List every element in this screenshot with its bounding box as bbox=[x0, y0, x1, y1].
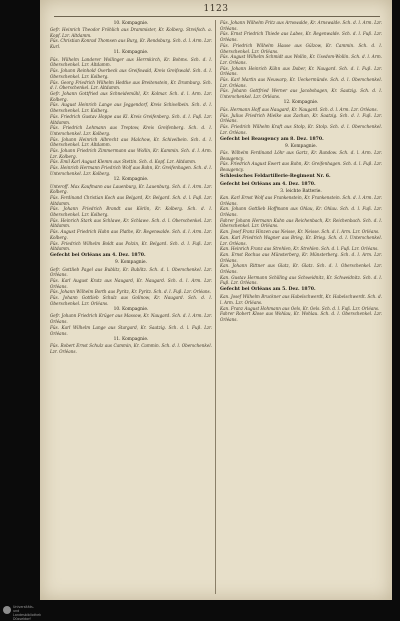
left-column-entry: Füs. Heinrich Hermann Friedrich Wolf aus Bahn, Kr. Greifenhagen. Sch. d. l. Unterschenkel. Lzr. Kolberg. bbox=[50, 165, 212, 176]
left-column-entry: Gefr. Johann Friedrich Krüger aus Massow, Kr. Naugard. Sch. d. l. Arm. Lzr. Orléans. bbox=[50, 313, 212, 324]
right-column-entry: Kan. Josef Franz Hinzen aus Neisse, Kr. Neisse. Sch. d. l. Arm. Lzr. Orléans. bbox=[220, 229, 382, 235]
left-column-entry: Füs. Christian Konrad Thomsen aus Burg, Kr. Rendsburg. Sch. d. l. Arm. Lzr. Kurl. bbox=[50, 38, 212, 49]
left-column-company-heading: 12. Kompagnie. bbox=[50, 177, 212, 183]
left-column-entry: Füs. Johann Friedrich Brandt aus Körlin, Kr. Kolberg. Sch. d. l. Oberschenkel. Lzr. Kolberg. bbox=[50, 206, 212, 217]
right-column-section-title: Schlesisches Feldartillerie-Regiment Nr. 6. bbox=[220, 174, 382, 180]
right-column-entry: Kan. Heinrich Franz aus Strehlen, Kr. Strehlen. Sch. d. l. Fuß. Lzr. Orléans. bbox=[220, 246, 382, 252]
right-column-entry: Kan. Ernst Rochus aus Münsterberg, Kr. Münsterberg. Sch. d. l. Arm. Lzr. Orléans. bbox=[220, 252, 382, 263]
left-column-entry: Füs. August Friedrich Hahn aus Plathe, Kr. Regenwalde. Sch. d. l. Arm. Lzr. Kolberg. bbox=[50, 229, 212, 240]
left-column-entry: Füs. Wilhelm Landerer Wollinger aus Herrnkirch, Kr. Bohms. Sch. d. l. Oberschenkel. Lzr. Altdamm. bbox=[50, 57, 212, 68]
library-logo-text bbox=[13, 605, 41, 621]
right-column-section-title: Gefecht bei Orléans am 5. Dez. 1870. bbox=[220, 287, 382, 293]
right-column-section-title: Gefecht bei Orléans am 4. Dez. 1870. bbox=[220, 182, 382, 188]
left-column-section-title: Gefecht bei Orléans am 4. Dez. 1870. bbox=[50, 253, 212, 259]
right-column-entry: Füs. Johann Gottfried Werner aus Jacobshagen, Kr. Saatzig. Sch. d. l. Unterschenkel. Lzr. Orléans. bbox=[220, 88, 382, 99]
right-column bbox=[220, 20, 382, 594]
left-column-entry: Füs. Ferdinand Christian Koch aus Belgard, Kr. Belgard. Sch. d. l. Fuß. Lzr. Altdamm. bbox=[50, 195, 212, 206]
left-column-entry: Füs. Heinrich Stark aus Schlawe, Kr. Schlawe. Sch. d. l. Oberschenkel. Lzr. Altdamm. bbox=[50, 218, 212, 229]
right-column-entry: Füs. Julius Friedrich Mielke aus Zachan, Kr. Saatzig. Sch. d. l. Fuß. Lzr. Orléans. bbox=[220, 113, 382, 124]
right-column-entry: Füs. Friedrich August Ewert aus Bahn, Kr. Greifenhagen. Sch. d. l. Fuß. Lzr. Beaugency. bbox=[220, 161, 382, 172]
left-column-company-heading: 11. Kompagnie. bbox=[50, 337, 212, 343]
right-column-entry: Fahrer Robert Klose aus Wohlau, Kr. Wohlau. Sch. d. l. Oberschenkel. Lzr. Orléans. bbox=[220, 311, 382, 322]
left-column-entry: Füs. Karl August Kratz aus Naugard, Kr. Naugard. Sch. d. l. Arm. Lzr. Orléans. bbox=[50, 278, 212, 289]
column-divider bbox=[215, 20, 216, 594]
right-column-entry: Füs. August Wilhelm Schmidt aus Wollin, Kr. Usedom-Wollin. Sch. d. l. Arm. Lzr. Orléans. bbox=[220, 54, 382, 65]
left-column-entry: Füs. Emil Karl August Klemm aus Stettin. Sch. d. Kopf. Lzr. Altdamm. bbox=[50, 159, 212, 165]
left-column-entry: Gefr. Johann Gottfried aus Schneidemühl, Kr. Kolmar. Sch. d. l. Arm. Lzr. Kolberg. bbox=[50, 91, 212, 102]
library-badge-icon bbox=[3, 606, 11, 614]
left-column-entry: Füs. Johann Wilhelm Borth aus Pyritz, Kr. Pyritz. Sch. d. l. Fuß. Lzr. Orléans. bbox=[50, 289, 212, 295]
right-column-entry: Füs. Friedrich Wilhelm Haase aus Gülzow, Kr. Cammin. Sch. d. l. Oberschenkel. Lzr. Orléans. bbox=[220, 43, 382, 54]
left-column-entry: Füs. August Heinrich Lange aus Jeggendorf, Kreis Schivelbein. Sch. d. l. Oberschenkel. Lzr. Kolberg. bbox=[50, 102, 212, 113]
book-page bbox=[40, 0, 392, 600]
right-column-entry: Füs. Wilhelm Ferdinand Löhr aus Gartz, Kr. Randow. Sch. d. l. Arm. Lzr. Beaugency. bbox=[220, 150, 382, 161]
right-column-entry: Kan. Johann Rittner aus Glatz, Kr. Glatz. Sch. d. l. Oberschenkel. Lzr. Orléans. bbox=[220, 263, 382, 274]
right-column-company-heading: 9. Kompagnie. bbox=[220, 144, 382, 150]
right-column-entry: Kan. Karl Ernst Wolf aus Frankenstein, Kr. Frankenstein. Sch. d. l. Arm. Lzr. Orléans. bbox=[220, 195, 382, 206]
left-column-entry: Gefr. Gottlieb Pagel aus Bublitz, Kr. Bublitz. Sch. d. l. Oberschenkel. Lzr. Orléans. bbox=[50, 267, 212, 278]
left-column-entry: Füs. Robert Ernst Schulz aus Cammin, Kr. Cammin. Sch. d. l. Oberschenkel. Lzr. Orléans. bbox=[50, 343, 212, 354]
left-column-company-heading: 11. Kompagnie. bbox=[50, 50, 212, 56]
right-column-entry: Füs. Karl Martin aus Neuwarp, Kr. Ueckermünde. Sch. d. l. Oberschenkel. Lzr. Orléans. bbox=[220, 77, 382, 88]
right-column-entry: Kan. Johann Gottlieb Hoffmann aus Ohlau, Kr. Ohlau. Sch. d. l. Fuß. Lzr. Orléans. bbox=[220, 206, 382, 217]
left-column bbox=[50, 20, 212, 594]
right-column-company-heading: 12. Kompagnie. bbox=[220, 100, 382, 106]
page-number: 1123 bbox=[40, 4, 392, 14]
right-column-company-heading: 3. leichte Batterie. bbox=[220, 189, 382, 195]
right-column-entry: Füs. Johann Wilhelm Fritz aus Arnswalde, Kr. Arnswalde. Sch. d. l. Arm. Lzr. Orléans. bbox=[220, 20, 382, 31]
left-column-entry: Füs. Georg Friedrich Wilhelm Hedtke aus Breitenstein, Kr. Dramburg. Sch. d. l. Oberschenkel. Lzr. Altdamm. bbox=[50, 80, 212, 91]
left-column-entry: Unteroff. Max Kaufmann aus Lauenburg, Kr. Lauenburg. Sch. d. l. Arm. Lzr. Kolberg. bbox=[50, 184, 212, 195]
left-column-company-heading: 10. Kompagnie. bbox=[50, 307, 212, 313]
library-logo-line1: Universitäts- bbox=[13, 605, 41, 613]
left-column-entry: Füs. Johann Reinhold Overbeck aus Greifswald, Kreis Greifswald. Sch. d. l. Oberschenkel. Lzr. Kolberg. bbox=[50, 68, 212, 79]
left-column-entry: Füs. Friedrich Gustav Hoppe aus Kl. Kreis Greifenberg. Sch. d. l. Fuß. Lzr. Altdamm. bbox=[50, 114, 212, 125]
right-column-entry: Kan. Franz August Hohmann aus Oels, Kr. Oels. Sch. d. l. Fuß. Lzr. Orléans. bbox=[220, 306, 382, 312]
library-logo-line2 bbox=[13, 613, 41, 621]
left-column-entry: Füs. Friedrich Wilhelm Boldt aus Polzin, Kr. Belgard. Sch. d. l. Fuß. Lzr. Altdamm. bbox=[50, 241, 212, 252]
left-column-entry: Füs. Johann Friedrich Zimmermann aus Wollin, Kr. Kammin. Sch. d. l. Arm. Lzr. Kolberg. bbox=[50, 148, 212, 159]
right-column-entry: Füs. Ernst Friedrich Thiede aus Labes, Kr. Regenwalde. Sch. d. l. Fuß. Lzr. Orléans. bbox=[220, 31, 382, 42]
header-rule bbox=[54, 16, 380, 17]
left-column-entry: Gefr. Heinrich Theodor Fröhlich aus Drammister, Kr. Kolberg. Streifsch. a. Kopf. Lzr. Altdamm. bbox=[50, 27, 212, 38]
right-column-entry: Kan. Josef Wilhelm Bruckner aus Habelschwerdt, Kr. Habelschwerdt. Sch. d. l. Arm. Lzr. Orléans. bbox=[220, 294, 382, 305]
right-column-entry: Kan. Gustav Hermann Schilling aus Schweidnitz, Kr. Schweidnitz. Sch. d. l. Fuß. Lzr. Orléans. bbox=[220, 275, 382, 286]
right-column-entry: Füs. Friedrich Wilhelm Kraft aus Stolp, Kr. Stolp. Sch. d. l. Oberschenkel. Lzr. Orléans. bbox=[220, 124, 382, 135]
right-column-section-title: Gefecht bei Beaugency am 8. Dez. 1870. bbox=[220, 137, 382, 143]
left-column-entry: Füs. Friedrich Lehmann aus Treptow, Kreis Greifenberg. Sch. d. l. Unterschenkel. Lzr. Kolberg. bbox=[50, 125, 212, 136]
right-column-entry: Füs. Johann Heinrich Kühn aus Daber, Kr. Naugard. Sch. d. l. Fuß. Lzr. Orléans. bbox=[220, 66, 382, 77]
right-column-entry: Kan. Karl Friedrich Wagner aus Brieg, Kr. Brieg. Sch. d. l. Unterschenkel. Lzr. Orléans. bbox=[220, 235, 382, 246]
left-column-entry: Füs. Johann Heinrich Albrecht aus Malchow, Kr. Schivelbein. Sch. d. l. Oberschenkel. Lzr. Altdamm. bbox=[50, 137, 212, 148]
left-column-entry: Füs. Karl Wilhelm Lange aus Stargard, Kr. Saatzig. Sch. d. l. Fuß. Lzr. Orléans. bbox=[50, 325, 212, 336]
left-column-company-heading: 10. Kompagnie. bbox=[50, 21, 212, 27]
left-column-company-heading: 9. Kompagnie. bbox=[50, 260, 212, 266]
left-column-entry: Füs. Johann Gottlieb Schulz aus Gollnow, Kr. Naugard. Sch. d. l. Oberschenkel. Lzr. Orléans. bbox=[50, 295, 212, 306]
right-column-entry: Fahrer Johann Hermann Kuhn aus Reichenbach, Kr. Reichenbach. Sch. d. l. Oberschenkel. Lzr. Orléans. bbox=[220, 218, 382, 229]
right-column-entry: Füs. Hermann Hoff aus Naugard, Kr. Naugard. Sch. d. l. Arm. Lzr. Orléans. bbox=[220, 107, 382, 113]
